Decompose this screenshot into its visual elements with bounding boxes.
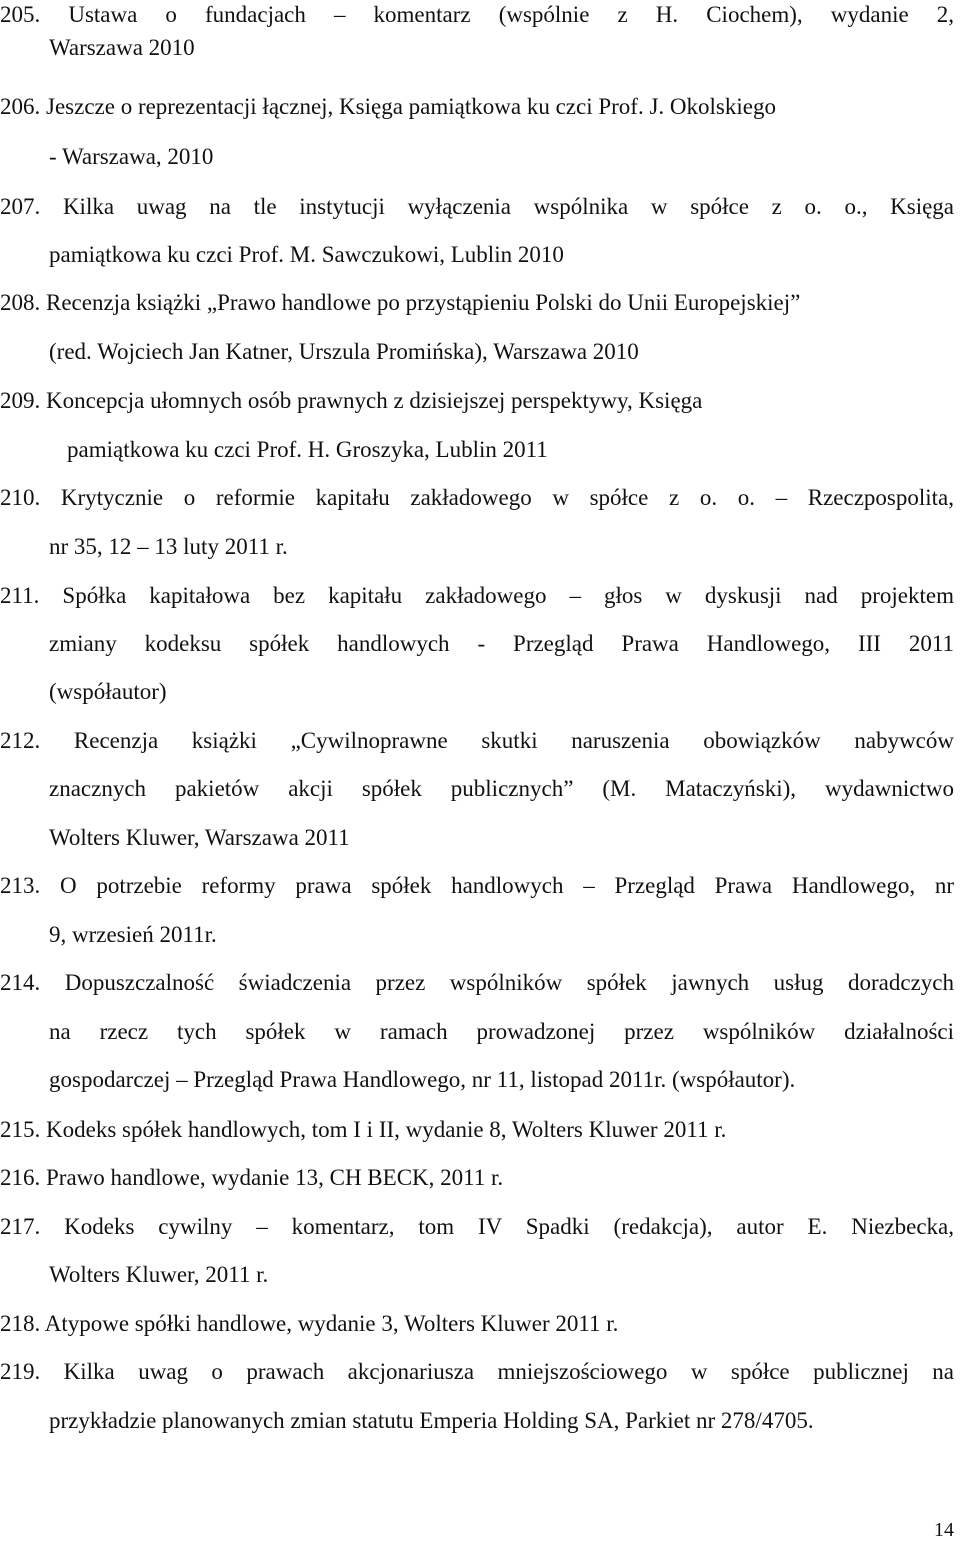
entry-215-line-1: 215. Kodeks spółek handlowych, tom I i II, wydanie 8, Wolters Kluwer 2011 r. bbox=[0, 1117, 727, 1142]
entry-219-line-2: przykładzie planowanych zmian statutu Emperia Holding SA, Parkiet nr 278/4705. bbox=[49, 1408, 814, 1433]
entry-207-line-1: 207. Kilka uwag na tle instytucji wyłączenia wspólnika w spółce z o. o., Księga bbox=[0, 194, 955, 219]
entry-211-line-3: (współautor) bbox=[49, 679, 167, 704]
entry-205-line-1: 205. Ustawa o fundacjach – komentarz (wspólnie z H. Ciochem), wydanie 2, bbox=[0, 2, 954, 27]
entry-218-line-1: 218. Atypowe spółki handlowe, wydanie 3, Wolters Kluwer 2011 r. bbox=[0, 1311, 619, 1336]
entry-217-line-2: Wolters Kluwer, 2011 r. bbox=[49, 1262, 269, 1287]
entry-210-line-1: 210. Krytycznie o reformie kapitału zakładowego w spółce z o. o. – Rzeczpospolita, bbox=[0, 485, 954, 510]
entry-212-line-1: 212. Recenzja książki „Cywilnoprawne skutki naruszenia obowiązków nabywców bbox=[0, 728, 954, 753]
entry-214-line-2: na rzecz tych spółek w ramach prowadzonej przez wspólników działalności bbox=[49, 1019, 954, 1044]
entry-209-line-2: pamiątkowa ku czci Prof. H. Groszyka, Lublin 2011 bbox=[67, 437, 548, 462]
entry-214-line-1: 214. Dopuszczalność świadczenia przez wspólników spółek jawnych usług doradczych bbox=[0, 970, 954, 995]
page-number: 14 bbox=[934, 1519, 954, 1541]
entry-205-line-2: Warszawa 2010 bbox=[49, 35, 195, 60]
entry-208-line-1: 208. Recenzja książki „Prawo handlowe po przystąpieniu Polski do Unii Europejskiej” bbox=[0, 290, 801, 315]
entry-217-line-1: 217. Kodeks cywilny – komentarz, tom IV Spadki (redakcja), autor E. Niezbecka, bbox=[0, 1214, 954, 1239]
entry-209-line-1: 209. Koncepcja ułomnych osób prawnych z dzisiejszej perspektywy, Księga bbox=[0, 388, 703, 413]
entry-219-line-1: 219. Kilka uwag o prawach akcjonariusza mniejszościowego w spółce publicznej na bbox=[0, 1359, 954, 1384]
entry-212-line-2: znacznych pakietów akcji spółek publicznych” (M. Mataczyński), wydawnictwo bbox=[49, 776, 954, 801]
entry-216-line-1: 216. Prawo handlowe, wydanie 13, CH BECK, 2011 r. bbox=[0, 1165, 504, 1190]
entry-208-line-2: (red. Wojciech Jan Katner, Urszula Promińska), Warszawa 2010 bbox=[49, 339, 639, 364]
entry-213-line-2: 9, wrzesień 2011r. bbox=[49, 922, 217, 947]
entry-211-line-2: zmiany kodeksu spółek handlowych - Przegląd Prawa Handlowego, III 2011 bbox=[49, 631, 954, 656]
entry-212-line-3: Wolters Kluwer, Warszawa 2011 bbox=[49, 825, 350, 850]
entry-206-line-1: 206. Jeszcze o reprezentacji łącznej, Księga pamiątkowa ku czci Prof. J. Okolskiego bbox=[0, 94, 776, 119]
entry-207-line-2: pamiątkowa ku czci Prof. M. Sawczukowi, Lublin 2010 bbox=[49, 242, 564, 267]
entry-210-line-2: nr 35, 12 – 13 luty 2011 r. bbox=[49, 534, 288, 559]
entry-214-line-3: gospodarczej – Przegląd Prawa Handlowego, nr 11, listopad 2011r. (współautor). bbox=[49, 1067, 796, 1092]
entry-211-line-1: 211. Spółka kapitałowa bez kapitału zakładowego – głos w dyskusji nad projektem bbox=[0, 583, 955, 608]
entry-213-line-1: 213. O potrzebie reformy prawa spółek handlowych – Przegląd Prawa Handlowego, nr bbox=[0, 873, 954, 898]
entry-206-line-2: - Warszawa, 2010 bbox=[49, 144, 214, 169]
